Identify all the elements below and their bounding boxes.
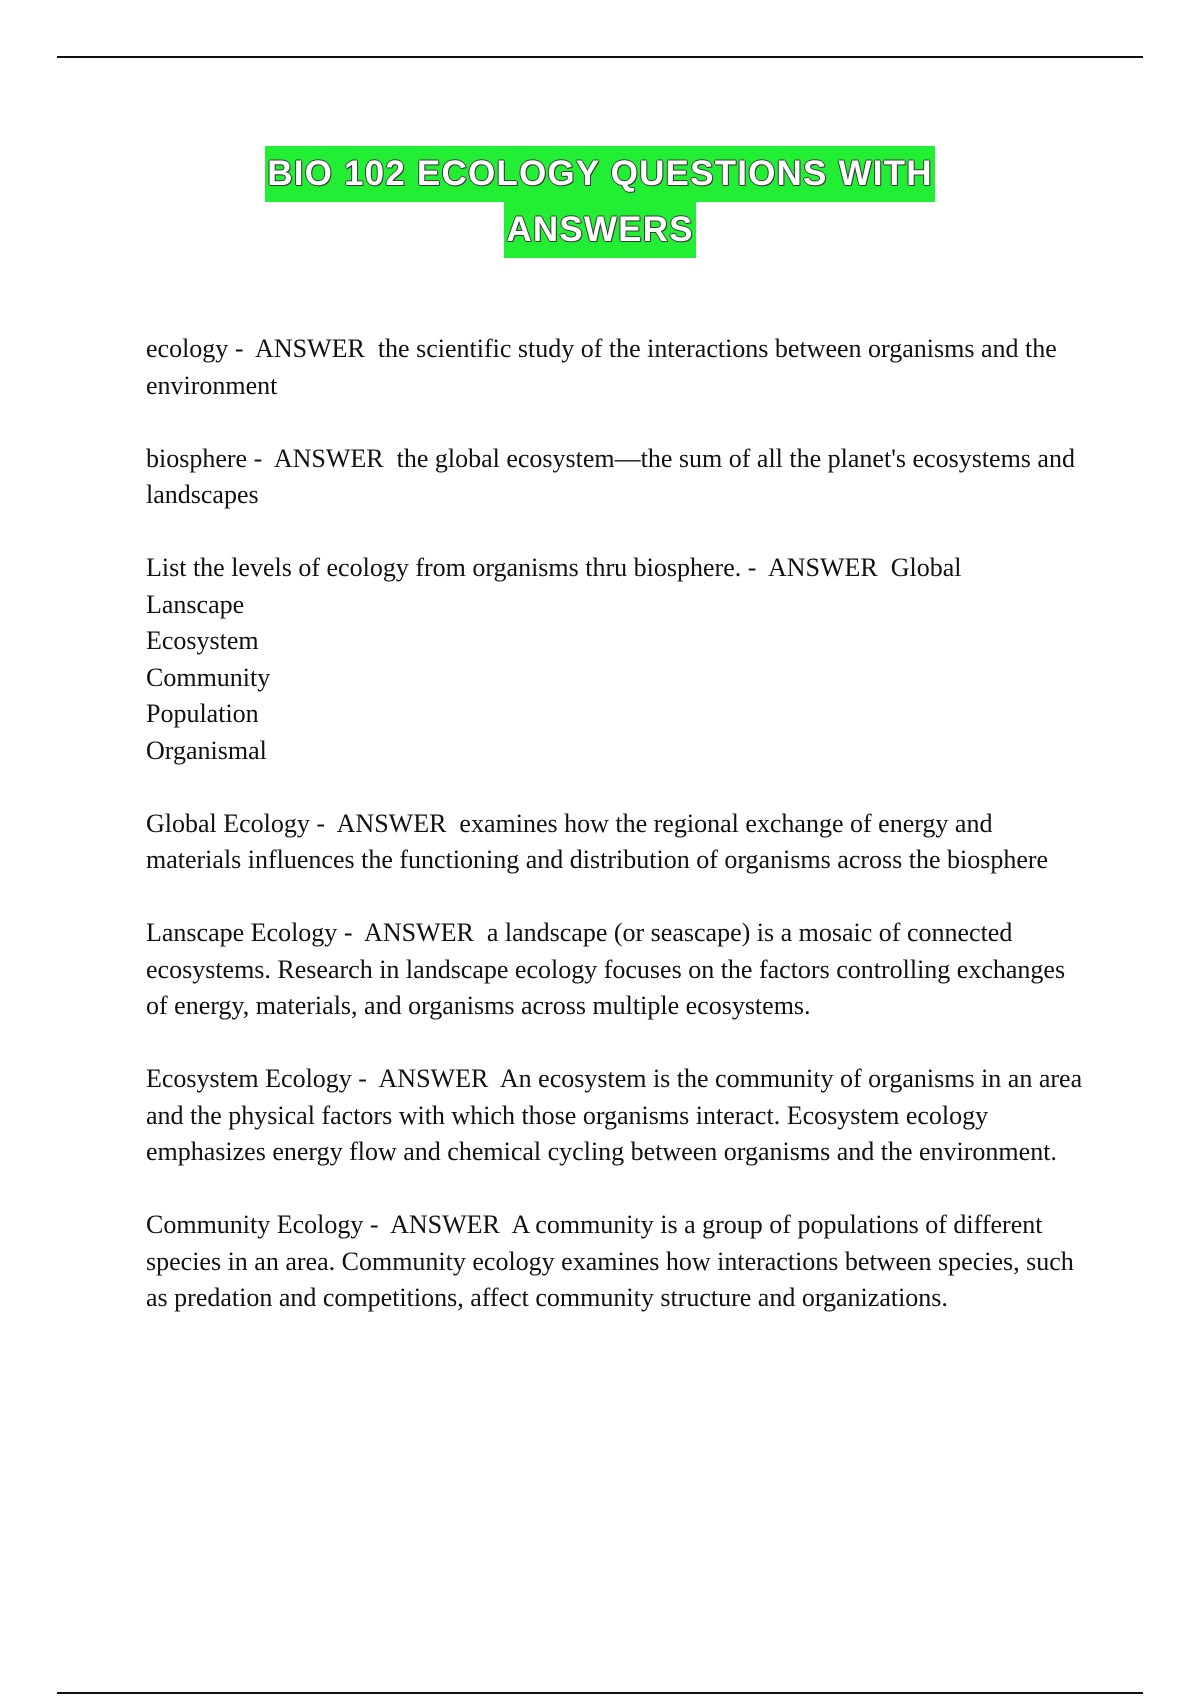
- qa-entry-levels: [146, 550, 1086, 769]
- qa-answer: An ecosystem is the community of organisms in an area and the physical factors with which those organisms interact. Ecosystem ecology emphasizes energy flow and chemical cycling between organisms and the environment.: [146, 1064, 1089, 1166]
- qa-answer: the scientific study of the interactions between organisms and the environment: [146, 334, 1064, 400]
- level-item: Lanscape: [146, 589, 245, 619]
- qa-entry-ecosystem-ecology: [146, 1061, 1089, 1171]
- level-item: Population: [146, 699, 259, 728]
- qa-entry-ecology: [146, 331, 1086, 404]
- qa-list: [146, 331, 1089, 1353]
- qa-term: Lanscape Ecology: [146, 918, 338, 947]
- answer-separator: - ANSWER: [247, 443, 397, 473]
- answer-separator: - ANSWER: [351, 1064, 500, 1093]
- qa-answer: a landscape (or seascape) is a mosaic of connected ecosystems. Research in landscape ecology focuses on the factors controlling exchanges of energy, materials, and organisms across multiple ecosystems.: [146, 918, 1072, 1020]
- qa-answer: the global ecosystem—the sum of all the planet's ecosystems and landscapes: [146, 443, 1082, 509]
- qa-term: Community Ecology: [146, 1210, 364, 1239]
- qa-answer: A community is a group of populations of different species in an area. Community ecology examines how interactions between species, such as predation and competitions, affect community structure and organizations.: [146, 1210, 1081, 1312]
- title-line-2: ANSWERS: [504, 202, 695, 258]
- document-title: [0, 146, 1200, 258]
- levels-list: [146, 587, 1086, 770]
- top-rule: [57, 56, 1143, 58]
- bottom-rule: [57, 1692, 1143, 1694]
- qa-entry-biosphere: [146, 441, 1086, 514]
- qa-term: ecology: [146, 334, 229, 363]
- answer-separator: - ANSWER: [741, 553, 891, 582]
- qa-term: biosphere: [146, 443, 248, 473]
- qa-entry-landscape-ecology: [146, 915, 1086, 1025]
- qa-term: Ecosystem Ecology: [146, 1064, 352, 1093]
- qa-answer: Global: [890, 553, 962, 582]
- qa-entry-community-ecology: [146, 1207, 1086, 1317]
- answer-separator: - ANSWER: [363, 1210, 512, 1239]
- qa-entry-global-ecology: [146, 806, 1086, 879]
- level-item: Community: [146, 662, 271, 692]
- qa-term: Global Ecology: [146, 808, 310, 838]
- answer-separator: - ANSWER: [337, 918, 487, 947]
- level-item: Organismal: [146, 735, 267, 765]
- qa-term: List the levels of ecology from organisms thru biosphere.: [146, 553, 742, 582]
- answer-separator: - ANSWER: [309, 808, 460, 838]
- level-item: Ecosystem: [146, 626, 259, 655]
- qa-answer: examines how the regional exchange of energy and materials influences the functioning and distribution of organisms across the biosphere: [146, 808, 1049, 874]
- title-line-1: BIO 102 ECOLOGY QUESTIONS WITH: [265, 146, 934, 202]
- answer-separator: - ANSWER: [228, 334, 378, 363]
